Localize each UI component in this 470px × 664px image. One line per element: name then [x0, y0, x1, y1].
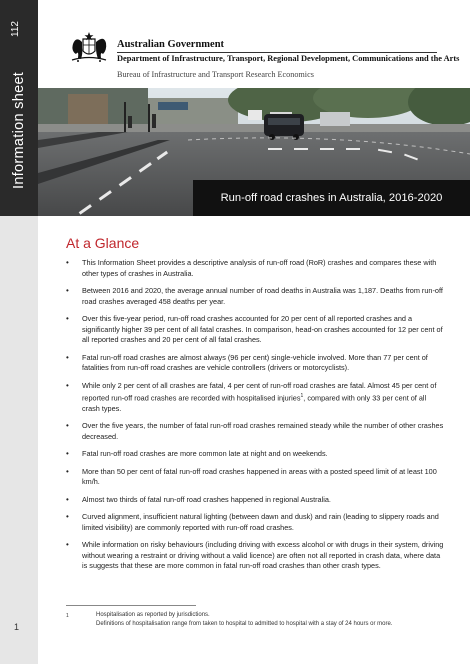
list-item-text: While only 2 per cent of all crashes are fatal, 4 per cent of run-off road crashes are fatal. Almost 45 per cent of reported run-off road crashes are recorded with hospitalised injuries: [82, 380, 437, 403]
list-item: • Over this five-year period, run-off road crashes accounted for 20 per cent of all reported crashes and a significantly higher 39 per cent of all fatal crashes. In comparison, head-on crashes accounted for 12 per cent of all reported crashes and 20 per cent of all fatal crashes.: [66, 314, 446, 346]
coat-of-arms-icon: [66, 30, 112, 64]
list-item: • This Information Sheet provides a descriptive analysis of run-off road (RoR) crashes and compares these with other types of crashes in Australia.: [66, 258, 446, 279]
list-item: • Fatal run-off road crashes are more common late at night and on weekends.: [66, 449, 446, 460]
sidebar-label: Information sheet: [11, 71, 27, 189]
header-divider: [117, 52, 437, 53]
list-item: • While information on risky behaviours (including driving with excess alcohol or with drugs in their system, driving without wearing a restraint or driving without a valid licence) are often not all reported in crash data, where data is suggests that these are more common in fatal run-off road crashes than other crash types.: [66, 540, 446, 572]
sidebar-page-code: 112: [10, 21, 21, 37]
list-item: • Between 2016 and 2020, the average annual number of road deaths in Australia was 1,187. Deaths from run-off road crashes averaged 458 deaths per year.: [66, 286, 446, 307]
list-item: • More than 50 per cent of fatal run-off road crashes happened in areas with a posted speed limit of at least 100 km/h.: [66, 467, 446, 488]
footnote-mark: 1: [66, 613, 69, 619]
list-item: • Almost two thirds of fatal run-off road crashes happened in regional Australia.: [66, 495, 446, 506]
footnote-text: Hospitalisation as reported by jurisdictions.: [96, 612, 210, 618]
footnote-divider: [66, 605, 196, 606]
department-name: Department of Infrastructure, Transport, Regional Development, Communications and the Arts: [117, 54, 460, 63]
list-item: [66, 381, 446, 415]
bureau-name: Bureau of Infrastructure and Transport Research Economics: [117, 70, 314, 79]
government-name: Australian Government: [117, 39, 225, 50]
page-number: 1: [14, 622, 20, 632]
document-title: Run-off road crashes in Australia, 2016-2020: [220, 192, 443, 204]
key-findings-list: [66, 258, 446, 572]
footnote-ref: 1: [300, 393, 304, 399]
list-item-text: , compared with only 33 per cent of all crash types.: [82, 393, 427, 413]
list-item: • Fatal run-off road crashes are almost always (96 per cent) single-vehicle involved. More than 77 per cent of fatalities from run-off road crashes are vehicle controllers (drivers or motorcyclists).: [66, 353, 446, 374]
list-item: • Over the five years, the number of fatal run-off road crashes remained steady while the number of other crashes decreased.: [66, 421, 446, 442]
section-heading: At a Glance: [66, 235, 140, 251]
footnote-text: Definitions of hospitalisation range from taken to hospital to admitted to hospital with a stay of 24 hours or more.: [96, 621, 393, 627]
list-item: • Curved alignment, insufficient natural lighting (between dawn and dusk) and rain (leading to slippery roads and limited visibility) are commonly reported with run-off road crashes.: [66, 512, 446, 533]
